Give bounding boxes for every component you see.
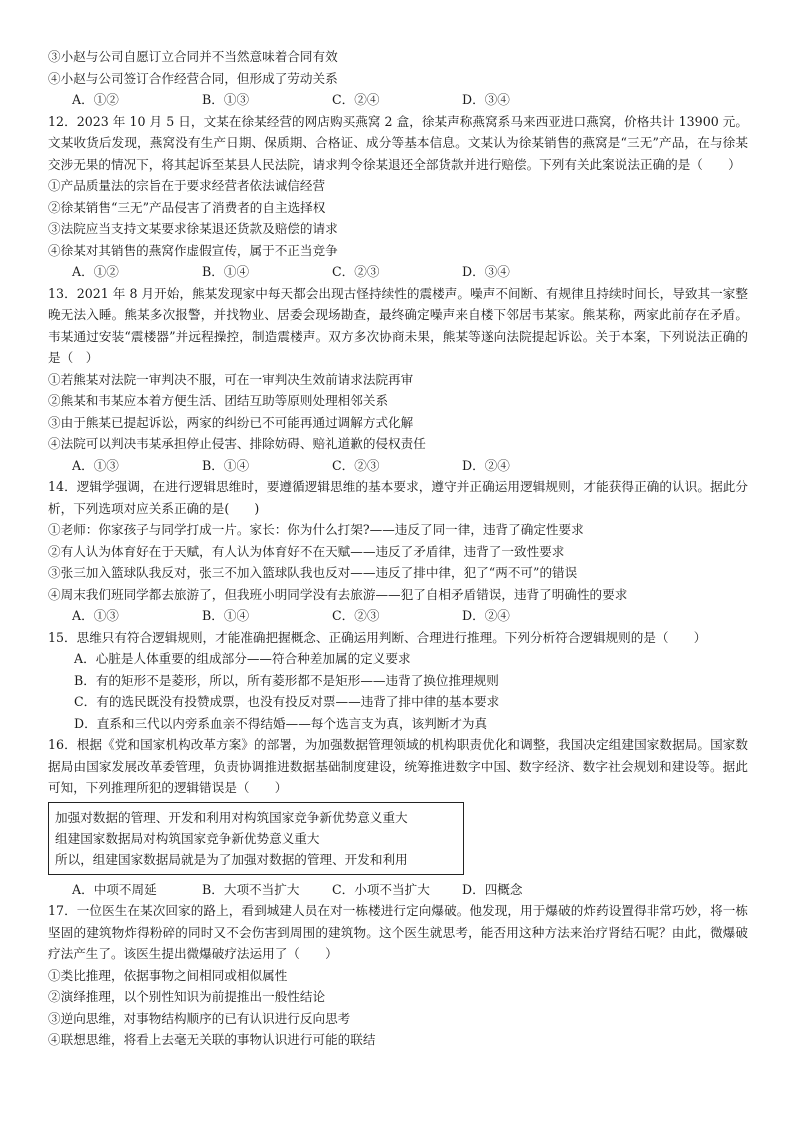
option-c[interactable]: C．②③ (332, 457, 380, 473)
statement: ③张三加入篮球队我反对，张三不加入篮球队我也反对——违反了排中律，犯了“两不可”的错误 (48, 565, 578, 580)
option-c[interactable]: C．②③ (332, 264, 380, 279)
statement: ④徐某对其销售的燕窝作虚假宣传，属于不正当竞争 (48, 242, 338, 258)
statement: ①老师：你家孩子与同学打成一片。家长：你为什么打架?——违反了同一律，违背了确定性要求 (48, 522, 584, 537)
answer-options (48, 455, 748, 477)
option-b[interactable]: B．①④ (202, 457, 250, 473)
statement: ③小赵与公司自愿订立合同并不当然意味着合同有效 (48, 49, 338, 64)
question-15 (48, 627, 748, 735)
option-d[interactable]: D．②④ (462, 457, 510, 473)
option-c[interactable]: C．②③ (332, 608, 380, 623)
option-c[interactable]: C．小项不当扩大 (332, 881, 430, 897)
option-b[interactable]: B．有的矩形不是菱形，所以，所有菱形都不是矩形——违背了换位推理规则 (74, 672, 499, 688)
conclusion: 所以，组建国家数据局就是为了加强对数据的管理、开发和利用 (55, 851, 408, 867)
statement: ②熊某和韦某应本着方便生活、团结互助等原则处理相邻关系 (48, 393, 389, 408)
statement: ②有人认为体育好在于天赋，有人认为体育好不在天赋——违反了矛盾律，违背了一致性要求 (48, 543, 565, 559)
statement: ④法院可以判决韦某承担停止侵害、排除妨碍、赔礼道歉的侵权责任 (48, 436, 426, 451)
question-12 (48, 111, 748, 283)
statement: ③逆向思维，对事物结构顺序的已有认识进行反向思考 (48, 1010, 351, 1026)
option-a[interactable]: A．①③ (72, 457, 119, 473)
statement: ①若熊某对法院一审判决不服，可在一审判决生效前请求法院再审 (48, 371, 414, 387)
option-b[interactable]: B．①④ (202, 608, 250, 623)
option-a[interactable]: A．心脏是人体重要的组成部分——符合种差加属的定义要求 (74, 651, 411, 666)
exam-page (48, 46, 748, 1051)
option-b[interactable]: B．大项不当扩大 (202, 881, 300, 897)
question-17 (48, 900, 748, 1051)
question-14 (48, 476, 748, 627)
option-b[interactable]: B．①④ (202, 264, 250, 279)
question-13 (48, 283, 748, 477)
answer-options (48, 261, 748, 283)
option-c[interactable]: C．②④ (332, 92, 380, 107)
statement: ③法院应当支持文某要求徐某退还货款及赔偿的请求 (48, 221, 338, 236)
question-16 (48, 734, 748, 900)
answer-options (48, 605, 748, 627)
option-d[interactable]: D．直系和三代以内旁系血亲不得结婚——每个选言支为真，该判断才为真 (74, 715, 488, 731)
minor-premise: 组建国家数据局对构筑国家竞争新优势意义重大 (55, 830, 320, 846)
option-d[interactable]: D．③④ (462, 92, 510, 107)
answer-options (48, 89, 748, 111)
question-stem: 14．逻辑学强调，在进行逻辑思维时，要遵循逻辑思维的基本要求，遵守并正确运用逻辑规则，才能获得正确的认识。据此分析，下列选项对应关系正确的是( ) (48, 479, 748, 516)
question-stem: 12．2023 年 10 月 5 日，文某在徐某经营的网店购买燕窝 2 盒，徐某声称燕窝系马来西亚进口燕窝，价格共计 13900 元。文某收货后发现，燕窝没有生产日期、保质期、合格证、成分等基本信息。文某认为徐某销售的燕窝是“三无”产品，在与徐某交涉无果的情况下，将其起诉至某县人民法院，请求判令徐某退还全部货款并进行赔偿。下列有关此案说法正确的是（ ） (48, 113, 748, 172)
option-a[interactable]: A．①② (72, 92, 119, 107)
option-b[interactable]: B．①③ (202, 92, 250, 107)
answer-options (48, 879, 748, 901)
statement: ④周末我们班同学都去旅游了，但我班小明同学没有去旅游——犯了自相矛盾错误，违背了明确性的要求 (48, 586, 628, 602)
option-d[interactable]: D．③④ (462, 264, 510, 279)
statement: ①产品质量法的宗旨在于要求经营者依法诚信经营 (48, 178, 326, 193)
statement: ④联想思维，将看上去毫无关联的事物认识进行可能的联结 (48, 1032, 376, 1047)
major-premise: 加强对数据的管理、开发和利用对构筑国家竞争新优势意义重大 (55, 809, 408, 825)
question-stem: 15．思维只有符合逻辑规则，才能准确把握概念、正确运用判断、合理进行推理。下列分析符合逻辑规则的是（ ） (48, 629, 707, 645)
question-stem: 13．2021 年 8 月开始，熊某发现家中每天都会出现古怪持续性的震楼声。噪声不间断、有规律且持续时间长，导致其一家整晚无法入睡。熊某多次报警，并找物业、居委会现场勘查，最终确定噪声来自楼下邻居韦某家。熊某称，两家此前存在矛盾。韦某通过安装“震楼器”并远程操控，制造震楼声。双方多次协商未果，熊某等遂向法院提起诉讼。关于本案，下列说法正确的是（ ） (48, 285, 748, 365)
option-c[interactable]: C．有的选民既没有投赞成票，也没有投反对票——违背了排中律的基本要求 (74, 694, 500, 709)
question-stem: 16．根据《党和国家机构改革方案》的部署，为加强数据管理领域的机构职责优化和调整，我国决定组建国家数据局。国家数据局由国家发展改革委管理，负责协调推进数据基础制度建设，统筹推进数字中国、数字经济、数字社会规划和建设等。据此可知，下列推理所犯的逻辑错误是（ ） (48, 737, 748, 795)
syllogism-box (48, 802, 464, 875)
option-a[interactable]: A．①② (72, 264, 119, 279)
statement: ②演绎推理，以个别性知识为前提推出一般性结论 (48, 989, 326, 1004)
question-stem: 17．一位医生在某次回家的路上，看到城建人员在对一栋楼进行定向爆破。他发现，用于爆破的炸药设置得非常巧妙，将一栋坚固的建筑物炸得粉碎的同时又不会伤害到周围的建筑物。这个医生就思考，能否用这种方法来治疗肾结石呢？由此，微爆破疗法产生了。该医生提出微爆破疗法运用了（ ） (48, 903, 748, 961)
option-d[interactable]: D．②④ (462, 608, 510, 623)
option-a[interactable]: A．中项不周延 (72, 881, 157, 897)
statement: ③由于熊某已提起诉讼，两家的纠纷已不可能再通过调解方式化解 (48, 414, 414, 430)
statement: ④小赵与公司签订合作经营合同，但形成了劳动关系 (48, 70, 338, 86)
question-11-tail (48, 46, 748, 111)
option-d[interactable]: D．四概念 (462, 881, 523, 897)
option-a[interactable]: A．①③ (72, 608, 119, 623)
statement: ①类比推理，依据事物之间相同或相似属性 (48, 967, 288, 983)
statement: ②徐某销售“三无”产品侵害了消费者的自主选择权 (48, 199, 326, 215)
